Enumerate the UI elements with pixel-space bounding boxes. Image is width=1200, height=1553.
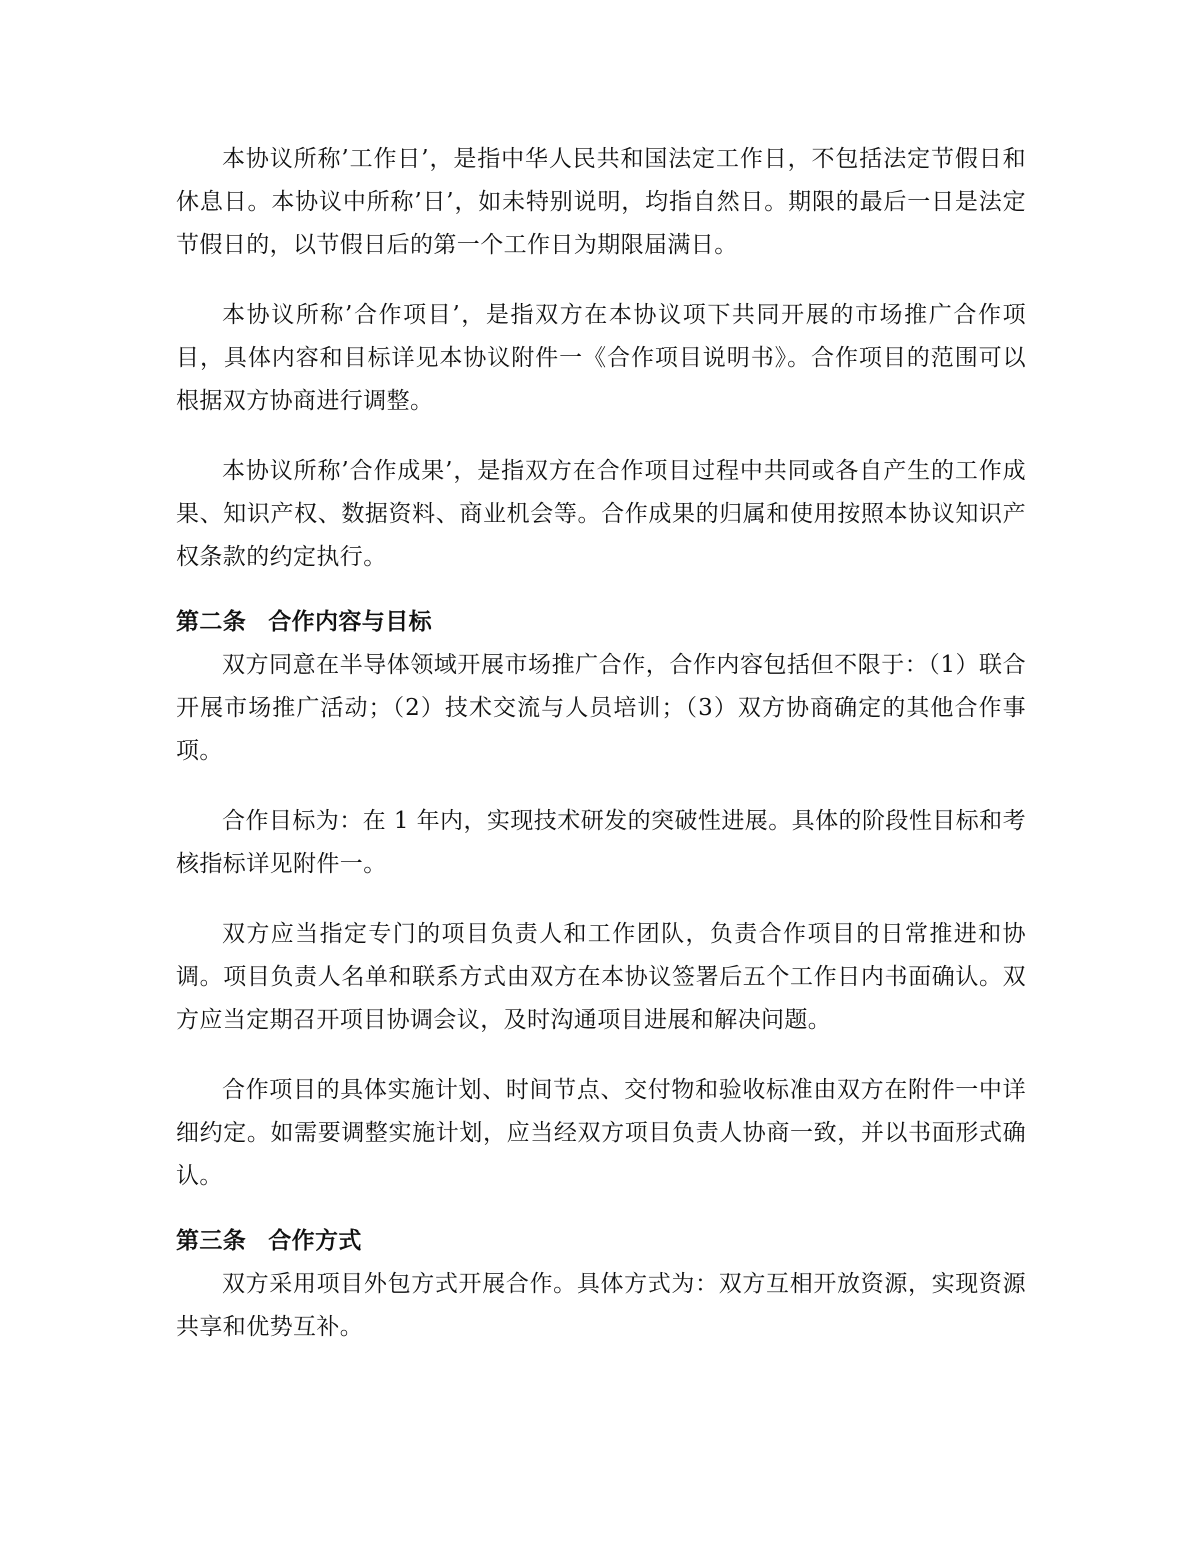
article-3-title: 合作方式: [268, 1228, 362, 1254]
paragraph-cooperation-goal: 合作目标为：在 1 年内，实现技术研发的突破性进展。具体的阶段性目标和考核指标详见附件一。: [176, 808, 1026, 877]
paragraph-project-definition: 本协议所称’合作项目’，是指双方在本协议项下共同开展的市场推广合作项目，具体内容和目标详见本协议附件一《合作项目说明书》。合作项目的范围可以根据双方协商进行调整。: [176, 302, 1026, 414]
document-body: [176, 138, 1026, 1349]
paragraph-workday-definition: 本协议所称’工作日’，是指中华人民共和国法定工作日，不包括法定节假日和休息日。本协议中所称’日’，如未特别说明，均指自然日。期限的最后一日是法定节假日的，以节假日后的第一个工作日为期限届满日。: [176, 146, 1026, 258]
paragraph-implementation-plan: 合作项目的具体实施计划、时间节点、交付物和验收标准由双方在附件一中详细约定。如需要调整实施计划，应当经双方项目负责人协商一致，并以书面形式确认。: [176, 1077, 1026, 1189]
article-2-title: 合作内容与目标: [268, 609, 433, 635]
paragraph-cooperation-method: 双方采用项目外包方式开展合作。具体方式为：双方互相开放资源，实现资源共享和优势互补。: [176, 1271, 1026, 1340]
article-2-number: 第二条: [176, 609, 247, 635]
paragraph-project-team: 双方应当指定专门的项目负责人和工作团队，负责合作项目的日常推进和协调。项目负责人名单和联系方式由双方在本协议签署后五个工作日内书面确认。双方应当定期召开项目协调会议，及时沟通项目进展和解决问题。: [176, 921, 1026, 1033]
paragraph-results-definition: 本协议所称’合作成果’，是指双方在合作项目过程中共同或各自产生的工作成果、知识产权、数据资料、商业机会等。合作成果的归属和使用按照本协议知识产权条款的约定执行。: [176, 458, 1026, 570]
article-3-number: 第三条: [176, 1228, 247, 1254]
article-3-heading: [176, 1220, 1026, 1263]
paragraph-cooperation-content: 双方同意在半导体领域开展市场推广合作，合作内容包括但不限于：（1）联合开展市场推广活动；（2）技术交流与人员培训；（3）双方协商确定的其他合作事项。: [176, 652, 1026, 764]
article-2-heading: [176, 601, 1026, 644]
